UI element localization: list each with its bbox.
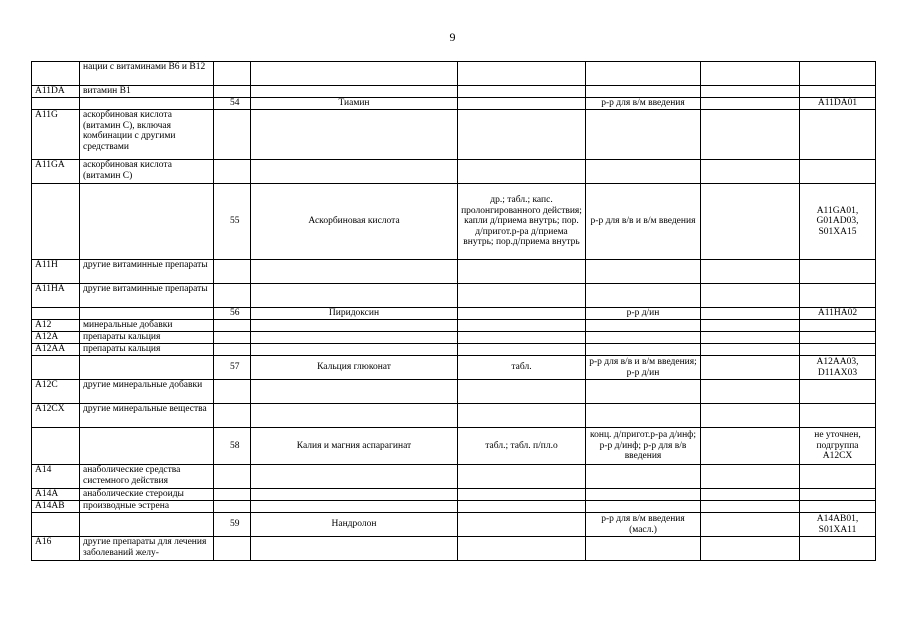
drug-name-cell bbox=[251, 320, 458, 332]
dosage-form-oral-cell: табл.; табл. п/пл.о bbox=[458, 428, 586, 465]
atc-code-cell bbox=[800, 489, 876, 501]
extra-column-cell bbox=[701, 356, 800, 380]
atc-code-cell: A11GA01, G01AD03, S01XA15 bbox=[800, 184, 876, 260]
dosage-form-injection-cell: р-р для в/в и в/м введения; р-р д/ин bbox=[586, 356, 701, 380]
extra-column-cell bbox=[701, 344, 800, 356]
drug-name-cell: Калия и магния аспарагинат bbox=[251, 428, 458, 465]
drug-name-cell bbox=[251, 465, 458, 489]
table-row bbox=[32, 537, 876, 561]
drug-name-cell: Кальция глюконат bbox=[251, 356, 458, 380]
extra-column-cell bbox=[701, 332, 800, 344]
dosage-form-oral-cell bbox=[458, 86, 586, 98]
atc-group-name-cell: препараты кальция bbox=[80, 344, 214, 356]
drug-name-cell: Тиамин bbox=[251, 98, 458, 110]
table-row bbox=[32, 344, 876, 356]
table-row bbox=[32, 356, 876, 380]
atc-group-name-cell: минеральные добавки bbox=[80, 320, 214, 332]
extra-column-cell bbox=[701, 308, 800, 320]
drug-name-cell bbox=[251, 380, 458, 404]
atc-group-code-cell: A11H bbox=[32, 260, 80, 284]
atc-group-code-cell: A12AA bbox=[32, 344, 80, 356]
table-row bbox=[32, 98, 876, 110]
atc-code-cell bbox=[800, 332, 876, 344]
extra-column-cell bbox=[701, 501, 800, 513]
dosage-form-injection-cell bbox=[586, 404, 701, 428]
extra-column-cell bbox=[701, 513, 800, 537]
dosage-form-oral-cell bbox=[458, 465, 586, 489]
drug-number-cell bbox=[214, 489, 251, 501]
dosage-form-injection-cell bbox=[586, 344, 701, 356]
drug-name-cell bbox=[251, 160, 458, 184]
atc-group-code-cell: A16 bbox=[32, 537, 80, 561]
atc-group-name-cell: аскорбиновая кислота (витамин С), включая комбинации с другими средствами bbox=[80, 110, 214, 160]
table-row bbox=[32, 308, 876, 320]
atc-group-code-cell bbox=[32, 356, 80, 380]
atc-group-name-cell: препараты кальция bbox=[80, 332, 214, 344]
atc-code-cell: A11DA01 bbox=[800, 98, 876, 110]
atc-code-cell bbox=[800, 344, 876, 356]
drug-name-cell: Пиридоксин bbox=[251, 308, 458, 320]
dosage-form-injection-cell bbox=[586, 260, 701, 284]
dosage-form-injection-cell: р-р д/ин bbox=[586, 308, 701, 320]
atc-code-cell: A12AA03, D11AX03 bbox=[800, 356, 876, 380]
atc-group-name-cell: производные эстрена bbox=[80, 501, 214, 513]
table-row bbox=[32, 110, 876, 160]
dosage-form-injection-cell bbox=[586, 489, 701, 501]
atc-code-cell bbox=[800, 537, 876, 561]
extra-column-cell bbox=[701, 184, 800, 260]
dosage-form-injection-cell: р-р для в/м введения bbox=[586, 98, 701, 110]
atc-group-code-cell bbox=[32, 184, 80, 260]
extra-column-cell bbox=[701, 465, 800, 489]
atc-group-code-cell: A12C bbox=[32, 380, 80, 404]
extra-column-cell bbox=[701, 98, 800, 110]
atc-code-cell bbox=[800, 62, 876, 86]
dosage-form-oral-cell bbox=[458, 98, 586, 110]
drug-number-cell bbox=[214, 501, 251, 513]
table-row bbox=[32, 465, 876, 489]
atc-code-cell bbox=[800, 404, 876, 428]
table-row bbox=[32, 320, 876, 332]
table-row bbox=[32, 260, 876, 284]
drug-name-cell: Аскорбиновая кислота bbox=[251, 184, 458, 260]
atc-group-code-cell bbox=[32, 62, 80, 86]
atc-code-cell: A14AB01, S01XA11 bbox=[800, 513, 876, 537]
atc-group-name-cell bbox=[80, 513, 214, 537]
drug-name-cell bbox=[251, 110, 458, 160]
table-row bbox=[32, 332, 876, 344]
drug-name-cell bbox=[251, 537, 458, 561]
dosage-form-oral-cell bbox=[458, 380, 586, 404]
atc-group-name-cell: аскорбиновая кислота (витамин С) bbox=[80, 160, 214, 184]
drug-name-cell bbox=[251, 86, 458, 98]
atc-group-name-cell: витамин В1 bbox=[80, 86, 214, 98]
atc-code-cell bbox=[800, 284, 876, 308]
atc-group-code-cell bbox=[32, 308, 80, 320]
atc-group-name-cell: другие препараты для лечения заболеваний желу- bbox=[80, 537, 214, 561]
atc-group-code-cell: A14 bbox=[32, 465, 80, 489]
atc-code-cell: A11HA02 bbox=[800, 308, 876, 320]
atc-code-cell: не уточнен, подгруппа A12CX bbox=[800, 428, 876, 465]
atc-group-code-cell: A12CX bbox=[32, 404, 80, 428]
drug-number-cell bbox=[214, 537, 251, 561]
table-row bbox=[32, 160, 876, 184]
atc-group-code-cell: A14AB bbox=[32, 501, 80, 513]
atc-group-code-cell: A12 bbox=[32, 320, 80, 332]
dosage-form-oral-cell bbox=[458, 489, 586, 501]
atc-code-cell bbox=[800, 110, 876, 160]
dosage-form-injection-cell bbox=[586, 465, 701, 489]
drug-number-cell bbox=[214, 284, 251, 308]
atc-code-cell bbox=[800, 86, 876, 98]
dosage-form-injection-cell: р-р для в/м введения (масл.) bbox=[586, 513, 701, 537]
atc-group-name-cell bbox=[80, 184, 214, 260]
dosage-form-injection-cell bbox=[586, 380, 701, 404]
dosage-form-injection-cell bbox=[586, 537, 701, 561]
atc-group-name-cell: анаболические стероиды bbox=[80, 489, 214, 501]
atc-group-name-cell: другие минеральные вещества bbox=[80, 404, 214, 428]
atc-code-cell bbox=[800, 465, 876, 489]
atc-group-name-cell: анаболические средства системного действия bbox=[80, 465, 214, 489]
dosage-form-injection-cell bbox=[586, 320, 701, 332]
drug-number-cell bbox=[214, 344, 251, 356]
atc-group-name-cell: другие минеральные добавки bbox=[80, 380, 214, 404]
atc-code-cell bbox=[800, 501, 876, 513]
atc-group-code-cell bbox=[32, 428, 80, 465]
dosage-form-injection-cell bbox=[586, 332, 701, 344]
drug-table bbox=[31, 61, 876, 561]
drug-number-cell bbox=[214, 160, 251, 184]
dosage-form-oral-cell bbox=[458, 110, 586, 160]
table-row bbox=[32, 62, 876, 86]
dosage-form-injection-cell bbox=[586, 284, 701, 308]
drug-number-cell bbox=[214, 332, 251, 344]
atc-group-code-cell: A11G bbox=[32, 110, 80, 160]
drug-number-cell bbox=[214, 62, 251, 86]
dosage-form-injection-cell bbox=[586, 86, 701, 98]
drug-name-cell bbox=[251, 404, 458, 428]
dosage-form-injection-cell bbox=[586, 62, 701, 86]
atc-group-name-cell bbox=[80, 356, 214, 380]
atc-code-cell bbox=[800, 260, 876, 284]
atc-group-name-cell: нации с витаминами В6 и В12 bbox=[80, 62, 214, 86]
dosage-form-injection-cell bbox=[586, 501, 701, 513]
drug-name-cell bbox=[251, 489, 458, 501]
extra-column-cell bbox=[701, 428, 800, 465]
dosage-form-injection-cell: конц. д/пригот.р-ра д/инф; р-р д/инф; р-р для в/в введения bbox=[586, 428, 701, 465]
atc-code-cell bbox=[800, 160, 876, 184]
drug-number-cell bbox=[214, 320, 251, 332]
drug-name-cell: Нандролон bbox=[251, 513, 458, 537]
dosage-form-oral-cell bbox=[458, 320, 586, 332]
atc-group-code-cell: A12A bbox=[32, 332, 80, 344]
dosage-form-oral-cell bbox=[458, 62, 586, 86]
drug-number-cell: 56 bbox=[214, 308, 251, 320]
atc-group-code-cell: A11DA bbox=[32, 86, 80, 98]
dosage-form-oral-cell bbox=[458, 513, 586, 537]
drug-number-cell bbox=[214, 260, 251, 284]
drug-number-cell: 57 bbox=[214, 356, 251, 380]
drug-name-cell bbox=[251, 260, 458, 284]
drug-number-cell: 54 bbox=[214, 98, 251, 110]
dosage-form-injection-cell: р-р для в/в и в/м введения bbox=[586, 184, 701, 260]
dosage-form-oral-cell: др.; табл.; капс. пролонгированного действия; капли д/приема внутрь; пор. д/пригот.р-ра д/приема внутрь; пор.д/приема внутрь bbox=[458, 184, 586, 260]
atc-code-cell bbox=[800, 380, 876, 404]
atc-group-name-cell bbox=[80, 98, 214, 110]
drug-name-cell bbox=[251, 62, 458, 86]
atc-group-code-cell: A14A bbox=[32, 489, 80, 501]
table-row bbox=[32, 513, 876, 537]
atc-group-code-cell bbox=[32, 98, 80, 110]
atc-group-code-cell bbox=[32, 513, 80, 537]
table-row bbox=[32, 489, 876, 501]
atc-group-code-cell: A11HA bbox=[32, 284, 80, 308]
table-row bbox=[32, 86, 876, 98]
atc-group-code-cell: A11GA bbox=[32, 160, 80, 184]
dosage-form-oral-cell bbox=[458, 537, 586, 561]
extra-column-cell bbox=[701, 86, 800, 98]
atc-group-name-cell: другие витаминные препараты bbox=[80, 284, 214, 308]
table-row bbox=[32, 404, 876, 428]
extra-column-cell bbox=[701, 404, 800, 428]
atc-group-name-cell bbox=[80, 428, 214, 465]
drug-number-cell: 59 bbox=[214, 513, 251, 537]
drug-number-cell: 55 bbox=[214, 184, 251, 260]
page-number: 9 bbox=[449, 30, 456, 44]
dosage-form-oral-cell bbox=[458, 501, 586, 513]
dosage-form-injection-cell bbox=[586, 110, 701, 160]
dosage-form-oral-cell bbox=[458, 284, 586, 308]
drug-name-cell bbox=[251, 284, 458, 308]
extra-column-cell bbox=[701, 62, 800, 86]
table-row bbox=[32, 380, 876, 404]
atc-code-cell bbox=[800, 320, 876, 332]
extra-column-cell bbox=[701, 260, 800, 284]
drug-name-cell bbox=[251, 344, 458, 356]
dosage-form-oral-cell bbox=[458, 344, 586, 356]
extra-column-cell bbox=[701, 489, 800, 501]
table-row bbox=[32, 428, 876, 465]
drug-number-cell bbox=[214, 380, 251, 404]
extra-column-cell bbox=[701, 320, 800, 332]
dosage-form-oral-cell bbox=[458, 332, 586, 344]
table-body bbox=[32, 62, 876, 561]
extra-column-cell bbox=[701, 284, 800, 308]
drug-number-cell bbox=[214, 110, 251, 160]
drug-number-cell bbox=[214, 86, 251, 98]
dosage-form-oral-cell bbox=[458, 260, 586, 284]
drug-name-cell bbox=[251, 501, 458, 513]
extra-column-cell bbox=[701, 380, 800, 404]
extra-column-cell bbox=[701, 160, 800, 184]
extra-column-cell bbox=[701, 110, 800, 160]
table-row bbox=[32, 184, 876, 260]
drug-number-cell bbox=[214, 404, 251, 428]
dosage-form-oral-cell: табл. bbox=[458, 356, 586, 380]
drug-number-cell bbox=[214, 465, 251, 489]
drug-number-cell: 58 bbox=[214, 428, 251, 465]
atc-group-name-cell bbox=[80, 308, 214, 320]
atc-group-name-cell: другие витаминные препараты bbox=[80, 260, 214, 284]
extra-column-cell bbox=[701, 537, 800, 561]
dosage-form-oral-cell bbox=[458, 308, 586, 320]
dosage-form-injection-cell bbox=[586, 160, 701, 184]
table-row bbox=[32, 501, 876, 513]
drug-name-cell bbox=[251, 332, 458, 344]
table-row bbox=[32, 284, 876, 308]
dosage-form-oral-cell bbox=[458, 404, 586, 428]
dosage-form-oral-cell bbox=[458, 160, 586, 184]
